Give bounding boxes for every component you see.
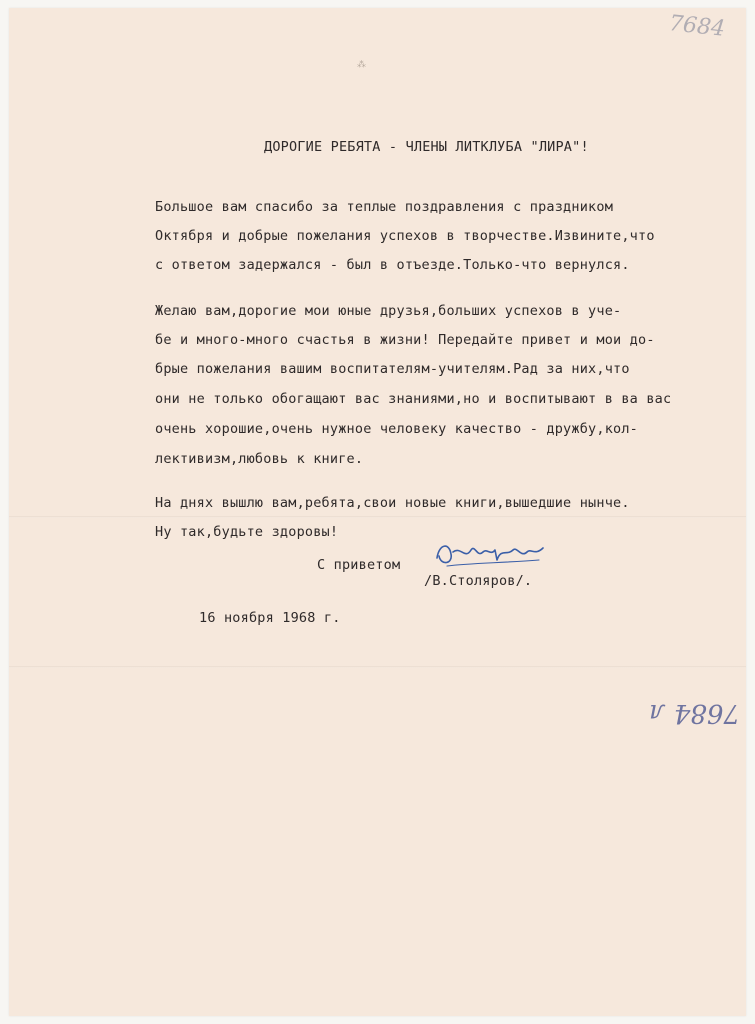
letter-line: Ну так,будьте здоровы! <box>155 524 339 540</box>
handwritten-signature <box>431 536 551 576</box>
letter-line: бе и много-много счастья в жизни! Передайте привет и мои до- <box>155 332 655 348</box>
letter-greeting: С приветом <box>317 557 401 573</box>
letter-author: /В.Столяров/. <box>424 573 533 589</box>
letter-line: Октября и добрые пожелания успехов в творчестве.Извините,что <box>155 228 655 244</box>
letter-line: На днях вышлю вам,ребята,свои новые книги,вышедшие нынче. <box>155 495 630 511</box>
letter-date: 16 ноября 1968 г. <box>199 610 341 626</box>
letter-line: с ответом задержался - был в отъезде.Только-что вернулся. <box>155 257 630 273</box>
paper-fold-line <box>9 516 746 518</box>
paper-fold-line <box>9 666 746 668</box>
paper-speck: ⁂ <box>357 60 366 70</box>
letter-line: очень хорошие,очень нужное человеку качество - дружбу,кол- <box>155 421 639 437</box>
letter-heading: ДОРОГИЕ РЕБЯТА - ЧЛЕНЫ ЛИТКЛУБА "ЛИРА"! <box>264 139 589 155</box>
archive-number-right: 7684 л <box>649 698 740 728</box>
letter-line: Большое вам спасибо за теплые поздравления с праздником <box>155 199 614 215</box>
letter-line: они не только обогащают вас знаниями,но и воспитывают в ва вас <box>155 391 672 407</box>
letter-line: лективизм,любовь к книге. <box>155 451 364 467</box>
archive-number-top: 7684 <box>667 11 727 42</box>
letter-sheet <box>9 8 746 1016</box>
letter-line: Желаю вам,дорогие мои юные друзья,больших успехов в уче- <box>155 303 622 319</box>
letter-line: брые пожелания вашим воспитателям-учителям.Рад за них,что <box>155 361 630 377</box>
